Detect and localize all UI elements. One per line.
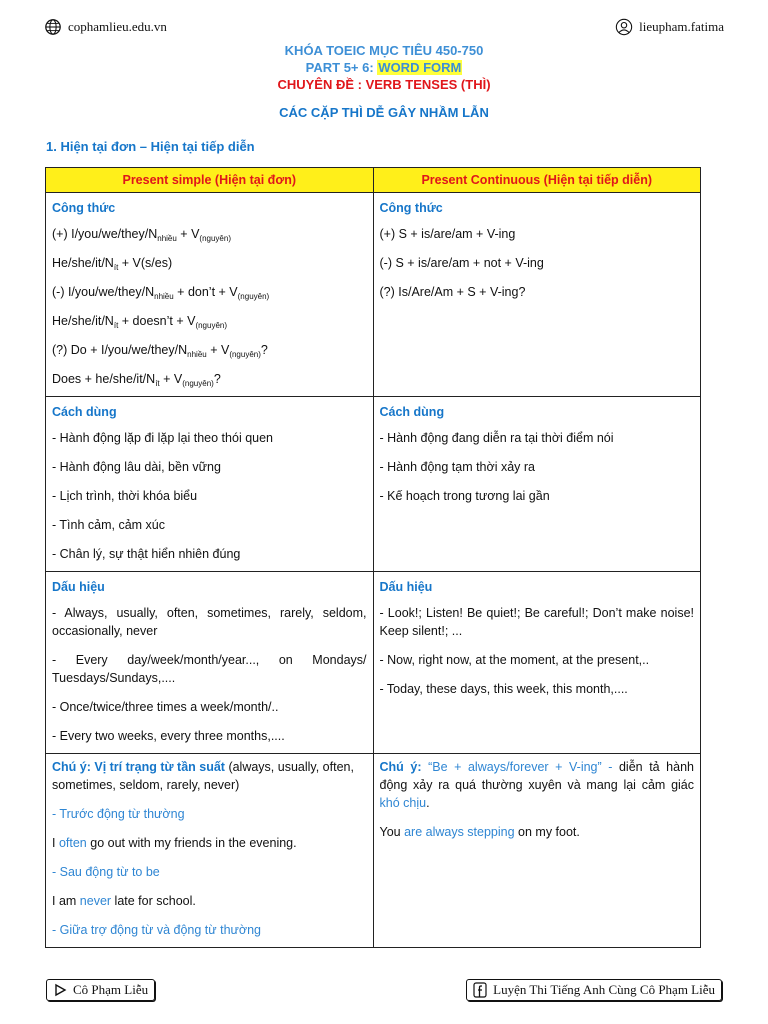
facebook-page-link[interactable] [466, 979, 722, 1001]
account-text: lieupham.fatima [639, 19, 724, 34]
simple-note-cell [46, 754, 374, 948]
simple-sign-item: - Always, usually, often, sometimes, rarely, seldom, occasionally, never [52, 606, 367, 638]
continuous-formula-line: (-) S + is/are/am + not + V-ing [379, 256, 544, 270]
simple-formula-line [52, 370, 367, 388]
f2-sub: ít [113, 263, 119, 272]
ex2-adverb: never [79, 894, 112, 908]
account-link[interactable] [615, 18, 724, 36]
continuous-sign-item: - Today, these days, this week, this month,.... [379, 682, 628, 696]
f4-sub2: (nguyên) [195, 321, 228, 330]
continuous-formula-cell [373, 193, 701, 397]
website-link[interactable] [44, 18, 167, 36]
f1-sub: nhiều [157, 234, 177, 243]
ex2-a: I am [52, 894, 80, 908]
f5-a: (?) Do + I/you/we/they/N [52, 343, 188, 357]
note-rest: (always, usually, often, sometimes, seldom, rarely, never) [52, 760, 354, 792]
section-title: 1. Hiện tại đơn – Hiện tại tiếp diễn [46, 139, 255, 154]
youtube-text: Cô Phạm Liễu [73, 982, 149, 997]
signs-row [46, 572, 701, 754]
f2-a: He/she/it/N [52, 256, 114, 270]
simple-usage-item: - Hành động lâu dài, bền vững [52, 460, 221, 474]
f3-a: (-) I/you/we/they/N [52, 285, 155, 299]
title-block [0, 42, 768, 120]
continuous-signs-cell [373, 572, 701, 754]
tenses-table [45, 167, 701, 948]
note-label: Chú ý: [52, 760, 91, 774]
continuous-sign-item: - Now, right now, at the moment, at the present,.. [379, 653, 650, 667]
formula-label: Công thức [379, 201, 443, 215]
cex-c: on my foot. [514, 825, 580, 839]
continuous-usage-item: - Hành động tạm thời xảy ra [379, 460, 535, 474]
simple-usage-item: - Tình cảm, cảm xúc [52, 518, 165, 532]
position-rule-1: - Trước động từ thường [52, 807, 185, 821]
simple-usage-item: - Lịch trình, thời khóa biểu [52, 489, 198, 503]
simple-formula-line [52, 341, 367, 359]
simple-usage-item: - Chân lý, sự thật hiển nhiên đúng [52, 547, 241, 561]
f6-sub: ít [155, 379, 160, 388]
example-2 [52, 892, 367, 910]
f5-sub2: (nguyên) [229, 350, 261, 359]
f3-sub2: (nguyên) [237, 292, 270, 301]
continuous-usage-cell [373, 397, 701, 572]
user-icon [615, 18, 633, 36]
col-header-simple-b: Hiện tại đơn [219, 173, 292, 187]
simple-formula-line [52, 254, 367, 272]
continuous-formula-line: (?) Is/Are/Am + S + V-ing? [379, 285, 526, 299]
f6-sub2: (nguyên) [182, 379, 214, 388]
f3-sub: nhiều [154, 292, 174, 301]
note-label: Chú ý: [379, 760, 422, 774]
formula-label: Công thức [52, 201, 116, 215]
example-1 [52, 834, 367, 852]
ex2-c: late for school. [111, 894, 196, 908]
continuous-formula-line: (+) S + is/are/am + V-ing [379, 227, 516, 241]
continuous-usage-item: - Kế hoạch trong tương lai gần [379, 489, 550, 503]
cex-a: You [379, 825, 405, 839]
f1-b: + V [176, 227, 200, 241]
position-rule-3: - Giữa trợ động từ và động từ thường [52, 923, 261, 937]
f5-b: + V [206, 343, 230, 357]
note-highlight: khó chịu [379, 796, 427, 810]
note-text: diễn tả hành động xảy ra quá thường xuyên và mang lại cảm giác [379, 760, 694, 792]
continuous-example [380, 823, 695, 841]
f6-c: ? [213, 372, 221, 386]
signs-label: Dấu hiệu [52, 580, 105, 594]
f6-b: + V [159, 372, 183, 386]
usage-row [46, 397, 701, 572]
signs-label: Dấu hiệu [379, 580, 433, 594]
website-text: cophamlieu.edu.vn [68, 19, 167, 34]
play-icon [53, 983, 67, 997]
part-title [0, 59, 768, 76]
course-title: KHÓA TOEIC MỤC TIÊU 450-750 [284, 43, 484, 58]
table-header-row [46, 168, 701, 193]
facebook-icon [473, 982, 487, 998]
f4-sub: ít [113, 321, 119, 330]
col-header-continuous: Present Continuous (Hiện tại tiếp diễn) [373, 168, 701, 193]
f1-a: (+) I/you/we/they/N [52, 227, 158, 241]
simple-formula-line [52, 225, 367, 243]
position-rule-2: - Sau động từ to be [52, 865, 160, 879]
ex1-a: I [52, 836, 59, 850]
simple-sign-item: - Once/twice/three times a week/month/.. [52, 700, 279, 714]
cex-verb: are always stepping [404, 825, 515, 839]
continuous-note-text [380, 758, 695, 812]
f4-a: He/she/it/N [52, 314, 114, 328]
f5-c: ? [260, 343, 268, 357]
simple-formula-cell [46, 193, 374, 397]
f6-a: Does + he/she/it/N [52, 372, 156, 386]
simple-formula-line [52, 283, 367, 301]
part-highlight: WORD FORM [378, 60, 462, 75]
f1-sub2: (nguyên) [199, 234, 231, 243]
continuous-sign-item: - Look!; Listen! Be quiet!; Be careful!; Don’t make noise! Keep silent!; ... [379, 606, 694, 638]
simple-sign-item: - Every two weeks, every three months,.... [52, 729, 285, 743]
note-row [46, 754, 701, 948]
f4-b: + doesn’t + V [118, 314, 196, 328]
simple-usage-cell [46, 397, 374, 572]
usage-label: Cách dùng [379, 405, 445, 419]
continuous-usage-item: - Hành động đang diễn ra tại thời điểm nói [379, 431, 614, 445]
f3-b: + don’t + V [173, 285, 238, 299]
part-prefix: PART 5+ 6: [305, 60, 378, 75]
f5-sub: nhiều [187, 350, 207, 359]
ex1-c: go out with my friends in the evening. [86, 836, 297, 850]
simple-note-heading [52, 758, 367, 794]
youtube-channel-link[interactable] [46, 979, 155, 1001]
note-formula: “Be + always/forever + V-ing” - [421, 760, 613, 774]
topic-title: CHUYÊN ĐỀ : VERB TENSES (THÌ) [277, 77, 491, 92]
formula-row [46, 193, 701, 397]
col-header-simple-c: ) [291, 173, 297, 187]
simple-formula-line [52, 312, 367, 330]
continuous-note-cell [373, 754, 701, 948]
col-header-simple [46, 168, 374, 193]
facebook-text: Luyện Thi Tiếng Anh Cùng Cô Phạm Liễu [493, 982, 715, 997]
f2-b: + V(s/es) [118, 256, 173, 270]
col-header-simple-a: Present simple ( [122, 173, 220, 187]
note-title: Vị trí trạng từ tần suất [90, 760, 225, 774]
simple-sign-item: - Every day/week/month/year..., on Mondays/ Tuesdays/Sundays,.... [52, 653, 367, 685]
usage-label: Cách dùng [52, 405, 117, 419]
subtitle: CÁC CẶP THÌ DỄ GÂY NHẦM LẪN [279, 105, 489, 120]
globe-icon [44, 18, 62, 36]
note-end: . [426, 796, 430, 810]
ex1-adverb: often [58, 836, 87, 850]
simple-usage-item: - Hành động lặp đi lặp lại theo thói quen [52, 431, 273, 445]
simple-signs-cell [46, 572, 374, 754]
